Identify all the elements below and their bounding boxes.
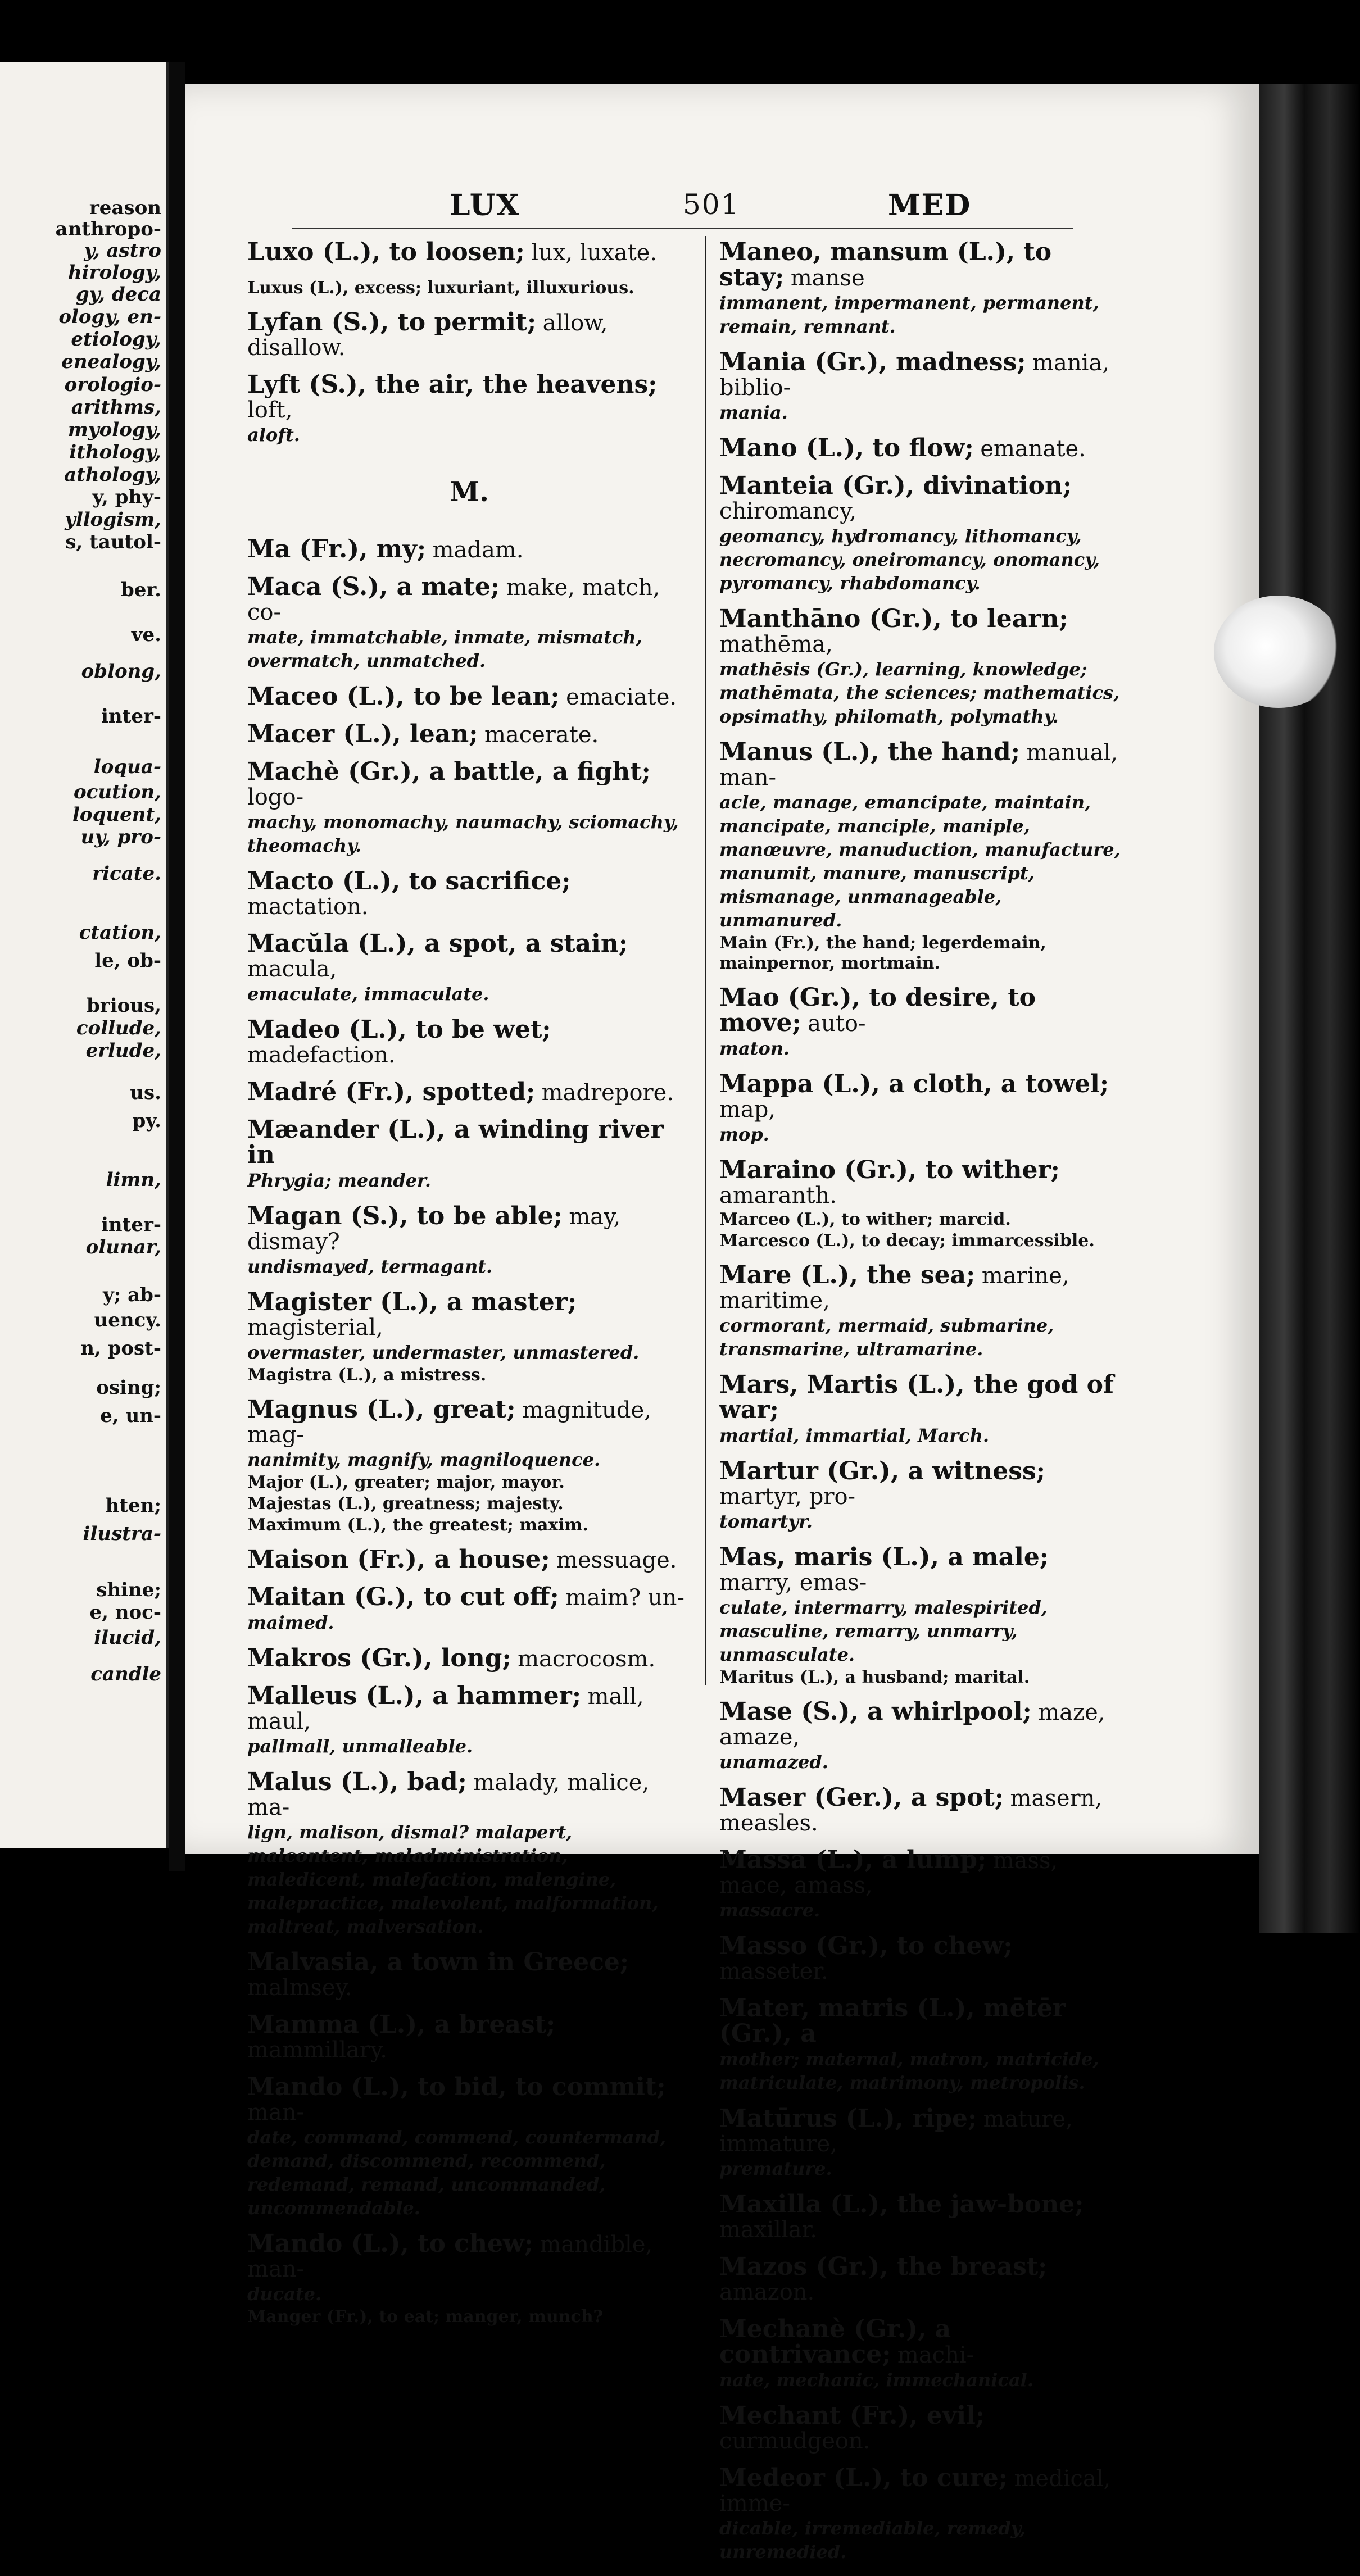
entry-continuation: maton. xyxy=(719,1038,790,1059)
margin-fragment: limn, xyxy=(106,1169,161,1191)
dictionary-entry xyxy=(719,1848,1124,1922)
entry-derivatives: map, xyxy=(719,1097,776,1123)
dictionary-entry xyxy=(247,757,691,857)
entry-derivatives: mass, mace, amass, xyxy=(719,1848,1058,1898)
entry-derivatives: curmudgeon. xyxy=(719,2428,871,2454)
dictionary-entry xyxy=(719,348,1124,424)
margin-fragment: yllogism, xyxy=(65,508,161,531)
entry-derivatives: mania, biblio- xyxy=(719,350,1110,401)
margin-fragment: ber. xyxy=(120,579,161,601)
entry-continuation: machy, monomachy, naumachy, sciomachy, theomachy. xyxy=(247,811,679,856)
entry-headword: Maraino (Gr.), to wither; xyxy=(719,1156,1060,1184)
entry-headword: Madré (Fr.), spotted; xyxy=(247,1078,536,1106)
entry-headword: Mazos (Gr.), the breast; xyxy=(719,2252,1048,2281)
dictionary-entry xyxy=(247,370,691,447)
entry-continuation: unamazed. xyxy=(719,1751,828,1773)
entry-derivatives: maim? un- xyxy=(565,1585,684,1611)
entry-headword: Maneo, mansum (L.), to stay; xyxy=(719,238,1052,292)
entry-continuation: nanimity, magnify, magniloquence. xyxy=(247,1449,601,1470)
entry-derivatives: chiromancy, xyxy=(719,498,857,524)
right-column-entries xyxy=(719,240,1124,2564)
paper-damage-spot xyxy=(1214,596,1343,708)
page-number: 501 xyxy=(683,188,740,221)
entry-headword: Mars, Martis (L.), the god of war; xyxy=(719,1370,1114,1424)
entry-headword: Mamma (L.), a breast; xyxy=(247,2010,556,2039)
running-head-right: MED xyxy=(888,188,972,222)
entry-headword: Maison (Fr.), a house; xyxy=(247,1545,550,1574)
entry-headword: Mappa (L.), a cloth, a towel; xyxy=(719,1070,1109,1098)
margin-fragment: ricate. xyxy=(92,862,161,885)
dictionary-entry xyxy=(719,1457,1124,1533)
entry-derivatives: may, dismay? xyxy=(247,1204,621,1255)
entry-headword: Mando (L.), to bid, to commit; xyxy=(247,2073,666,2101)
entry-headword: Mano (L.), to flow; xyxy=(719,434,974,462)
entry-headword: Maser (Ger.), a spot; xyxy=(719,1783,1004,1812)
entry-headword: Madeo (L.), to be wet; xyxy=(247,1015,551,1044)
entry-derivatives: maxillar. xyxy=(719,2217,818,2243)
entry-continuation: mop. xyxy=(719,1124,769,1145)
entry-derivatives: amazon. xyxy=(719,2279,815,2305)
entry-derivatives: allow, disallow. xyxy=(247,310,608,361)
dictionary-entry xyxy=(719,1697,1124,1774)
margin-fragment: inter- xyxy=(101,705,161,728)
margin-fragment: y, phy- xyxy=(92,486,161,508)
dictionary-entry xyxy=(719,2190,1124,2243)
entry-headword: Lyfan (S.), to permit; xyxy=(247,308,537,337)
entry-continuation: mate, immatchable, inmate, mismatch, overmatch, unmatched. xyxy=(247,626,642,671)
margin-fragment: candle xyxy=(90,1663,161,1685)
dictionary-entry xyxy=(247,278,691,298)
margin-fragment: athology, xyxy=(64,464,161,486)
dictionary-entry xyxy=(719,240,1124,338)
entry-derivatives: madam. xyxy=(432,537,524,563)
entry-continuation: maimed. xyxy=(247,1612,334,1633)
entry-subentry: Maritus (L.), a husband; marital. xyxy=(719,1668,1030,1687)
entry-derivatives: logo- xyxy=(247,784,304,810)
entry-subentry: Marceo (L.), to wither; marcid. xyxy=(719,1210,1011,1229)
entry-headword: Mase (S.), a whirlpool; xyxy=(719,1697,1032,1726)
margin-fragment: orologio- xyxy=(64,374,161,396)
dictionary-entry xyxy=(247,1545,691,1574)
column-divider xyxy=(705,236,706,1685)
dictionary-entry xyxy=(719,1370,1124,1447)
dictionary-entry xyxy=(247,535,691,564)
margin-fragment: e, un- xyxy=(100,1405,161,1427)
facing-page-fragment xyxy=(0,62,169,1848)
margin-fragment: py. xyxy=(132,1110,161,1132)
entry-derivatives: messuage. xyxy=(556,1547,677,1573)
margin-fragment: hirology, xyxy=(68,261,161,284)
entry-headword: Malvasia, a town in Greece; xyxy=(247,1948,629,1977)
letter-heading: M. xyxy=(450,476,489,508)
dictionary-entry xyxy=(719,1543,1124,1688)
dictionary-entry xyxy=(719,1158,1124,1251)
dictionary-entry xyxy=(247,1115,691,1192)
entry-headword: Mechant (Fr.), evil; xyxy=(719,2401,985,2430)
entry-continuation: immanent, impermanent, permanent, remain, remnant. xyxy=(719,292,1099,337)
entry-headword: Malus (L.), bad; xyxy=(247,1768,467,1796)
margin-fragment: uy, pro- xyxy=(80,826,161,848)
entry-headword: Manthāno (Gr.), to learn; xyxy=(719,605,1068,633)
entry-subentry: Major (L.), greater; major, mayor. xyxy=(247,1473,565,1492)
entry-continuation: mother; maternal, matron, matricide, matriculate, matrimony, metropolis. xyxy=(719,2048,1099,2093)
entry-subentry: Main (Fr.), the hand; legerdemain, mainpernor, mortmain. xyxy=(719,933,1046,973)
dictionary-entry xyxy=(719,1994,1124,2095)
dictionary-entry xyxy=(719,2315,1124,2392)
entry-headword: Machè (Gr.), a battle, a fight; xyxy=(247,757,651,786)
entry-derivatives: marine, maritime, xyxy=(719,1263,1069,1314)
entry-continuation: undismayed, termagant. xyxy=(247,1256,493,1277)
entry-derivatives: masseter. xyxy=(719,1959,828,1984)
margin-fragment: reason xyxy=(89,197,161,219)
entry-continuation: ducate. xyxy=(247,2283,322,2305)
entry-headword: Macŭla (L.), a spot, a stain; xyxy=(247,929,628,958)
entry-headword: Mare (L.), the sea; xyxy=(719,1261,976,1289)
entry-continuation: overmaster, undermaster, unmastered. xyxy=(247,1342,640,1363)
margin-fragment: anthropo- xyxy=(55,218,161,240)
dictionary-entry xyxy=(247,1585,691,1634)
dictionary-entry xyxy=(247,308,691,361)
dictionary-entry xyxy=(719,740,1124,974)
margin-fragment: inter- xyxy=(101,1214,161,1236)
entry-subentry: Magistra (L.), a mistress. xyxy=(247,1365,487,1385)
entry-continuation: culate, intermarry, malespirited, masculine, remarry, unmarry, unmasculate. xyxy=(719,1597,1048,1665)
dictionary-entry xyxy=(247,1770,691,1938)
margin-fragment: y, astro xyxy=(84,239,161,262)
entry-headword: Massa (L.), a lump; xyxy=(719,1846,987,1874)
entry-continuation: dicable, irremediable, remedy, unremedied. xyxy=(719,2518,1026,2563)
entry-headword: Masso (Gr.), to chew; xyxy=(719,1932,1013,1960)
entry-headword: Ma (Fr.), my; xyxy=(247,535,427,564)
margin-fragment: uency. xyxy=(94,1309,161,1332)
dictionary-entry xyxy=(247,1684,691,1758)
margin-fragment: le, ob- xyxy=(94,949,161,972)
entry-derivatives: make, match, co- xyxy=(247,575,660,625)
book-edge xyxy=(1259,84,1360,1933)
entry-continuation: cormorant, mermaid, submarine, transmarine, ultramarine. xyxy=(719,1315,1054,1360)
dictionary-entry xyxy=(247,1288,691,1385)
margin-fragment: collude, xyxy=(76,1017,161,1039)
entry-headword: Maitan (G.), to cut off; xyxy=(247,1583,559,1611)
entry-continuation: acle, manage, emancipate, maintain, mancipate, manciple, maniple, manœuvre, manuduction, manufacture, manumit, manure, manuscript, mismanage, unmanageable, unmanured. xyxy=(719,792,1121,931)
margin-fragment: etiology, xyxy=(71,328,161,351)
entry-headword: Mæander (L.), a winding river in xyxy=(247,1115,664,1169)
entry-derivatives: malmsey. xyxy=(247,1975,352,2001)
entry-derivatives: macrocosm. xyxy=(518,1646,656,1672)
margin-fragment: erlude, xyxy=(85,1039,161,1062)
dictionary-entry xyxy=(719,2252,1124,2305)
entry-headword: Matūrus (L.), ripe; xyxy=(719,2104,977,2133)
margin-fragment: brious, xyxy=(87,994,161,1017)
dictionary-entry xyxy=(247,240,691,266)
entry-derivatives: manse xyxy=(790,265,865,291)
dictionary-entry xyxy=(719,1783,1124,1836)
entry-derivatives: emaciate. xyxy=(566,684,677,710)
entry-headword: Manus (L.), the hand; xyxy=(719,738,1020,766)
margin-fragment: ilustra- xyxy=(83,1523,161,1545)
entry-continuation: mania. xyxy=(719,402,788,423)
margin-fragment: ctation, xyxy=(79,921,161,944)
entry-headword: Magnus (L.), great; xyxy=(247,1395,516,1424)
margin-fragment: y; ab- xyxy=(102,1284,161,1306)
entry-continuation: tomartyr. xyxy=(719,1511,813,1532)
entry-derivatives: macula, xyxy=(247,956,337,982)
margin-fragment: shine; xyxy=(96,1579,161,1601)
entry-headword: Maceo (L.), to be lean; xyxy=(247,682,560,711)
dictionary-entry xyxy=(247,1202,691,1278)
entry-headword: Martur (Gr.), a witness; xyxy=(719,1457,1046,1485)
entry-continuation: lign, malison, dismal? malapert, malcontent, maladministration, maledicent, malefaction, malengine, malepractice, malevolent, malformation, maltreat, malversation. xyxy=(247,1821,659,1937)
entry-headword: Lyft (S.), the air, the heavens; xyxy=(247,370,658,399)
dictionary-entry xyxy=(719,607,1124,728)
entry-headword: Magan (S.), to be able; xyxy=(247,1202,563,1230)
entry-derivatives: man- xyxy=(247,2100,305,2125)
entry-continuation: pallmall, unmalleable. xyxy=(247,1735,473,1757)
entry-continuation: premature. xyxy=(719,2158,832,2179)
entry-derivatives: martyr, pro- xyxy=(719,1484,856,1510)
margin-fragment: enealogy, xyxy=(61,351,161,373)
margin-fragment: olunar, xyxy=(85,1236,161,1259)
margin-fragment: osing; xyxy=(96,1376,161,1399)
entry-derivatives: emanate. xyxy=(980,436,1086,462)
margin-fragment: ology, en- xyxy=(58,306,161,328)
dictionary-entry xyxy=(719,983,1124,1060)
running-head-left: LUX xyxy=(450,188,520,222)
entry-derivatives: mature, immature, xyxy=(719,2106,1073,2157)
right-column xyxy=(719,240,1124,2576)
entry-derivatives: magisterial, xyxy=(247,1315,383,1341)
entry-derivatives: lux, luxate. xyxy=(531,240,658,266)
left-column xyxy=(247,240,691,2339)
entry-subentry: Luxus (L.), excess; luxuriant, illuxurious. xyxy=(247,278,634,298)
scan-border-top xyxy=(0,0,1360,73)
entry-continuation: geomancy, hydromancy, lithomancy, necromancy, oneiromancy, onomancy, pyromancy, rhabdomancy. xyxy=(719,525,1100,594)
entry-headword: Macto (L.), to sacrifice; xyxy=(247,867,571,896)
entry-subentry: Marcesco (L.), to decay; immarcessible. xyxy=(719,1231,1095,1251)
dictionary-entry xyxy=(247,575,691,673)
margin-fragment: n, post- xyxy=(80,1337,161,1360)
margin-fragment: myology, xyxy=(67,419,161,441)
entry-derivatives: manual, man- xyxy=(719,740,1118,790)
dictionary-entry xyxy=(719,1070,1124,1146)
entry-headword: Macer (L.), lean; xyxy=(247,720,478,748)
margin-fragment: s, tautol- xyxy=(65,531,161,553)
entry-derivatives: madefaction. xyxy=(247,1042,396,1068)
entry-derivatives: maze, amaze, xyxy=(719,1700,1105,1750)
entry-headword: Mechanè (Gr.), a contrivance; xyxy=(719,2315,951,2369)
entry-subentry: Maximum (L.), the greatest; maxim. xyxy=(247,1515,588,1535)
entry-headword: Manteia (Gr.), divination; xyxy=(719,471,1072,500)
entry-continuation: Phrygia; meander. xyxy=(247,1170,432,1191)
entry-headword: Maca (S.), a mate; xyxy=(247,573,500,601)
entry-derivatives: auto- xyxy=(808,1011,866,1037)
entry-derivatives: mactation. xyxy=(247,894,369,920)
dictionary-entry xyxy=(247,929,691,1006)
entry-derivatives: medical, imme- xyxy=(719,2466,1111,2516)
margin-fragment: loquent, xyxy=(72,803,161,826)
entry-headword: Medeor (L.), to cure; xyxy=(719,2464,1008,2492)
dictionary-entry xyxy=(719,434,1124,462)
entry-headword: Maxilla (L.), the jaw-bone; xyxy=(719,2190,1084,2219)
entry-continuation: martial, immartial, March. xyxy=(719,1425,990,1446)
entry-continuation: aloft. xyxy=(247,424,300,446)
header-rule xyxy=(292,228,1073,229)
entry-headword: Mao (Gr.), to desire, to move; xyxy=(719,983,1036,1037)
entry-derivatives: machi- xyxy=(897,2342,974,2368)
entry-derivatives: loft, xyxy=(247,397,293,423)
dictionary-entry xyxy=(247,2229,691,2327)
entry-derivatives: mathēma, xyxy=(719,631,833,657)
entry-headword: Luxo (L.), to loosen; xyxy=(247,238,525,266)
entry-derivatives: madrepore. xyxy=(541,1080,674,1106)
entry-derivatives: masern, measles. xyxy=(719,1786,1103,1836)
margin-fragment: us. xyxy=(130,1082,161,1104)
entry-continuation: nate, mechanic, immechanical. xyxy=(719,2369,1033,2391)
entry-headword: Malleus (L.), a hammer; xyxy=(247,1682,582,1710)
margin-fragment: ve. xyxy=(131,624,161,646)
margin-fragment: ocution, xyxy=(74,781,161,803)
entry-continuation: mathēsis (Gr.), learning, knowledge; mathēmata, the sciences; mathematics, opsimathy, philomath, polymathy. xyxy=(719,658,1120,727)
dictionary-entry xyxy=(719,1261,1124,1361)
dictionary-entry xyxy=(247,2075,691,2220)
margin-fragment: gy, deca xyxy=(75,283,161,306)
entry-subentry: Majestas (L.), greatness; majesty. xyxy=(247,1494,564,1514)
entry-headword: Mas, maris (L.), a male; xyxy=(719,1543,1049,1571)
entry-headword: Mater, matris (L.), mētēr (Gr.), a xyxy=(719,1994,1066,2048)
entry-headword: Makros (Gr.), long; xyxy=(247,1644,511,1673)
dictionary-entry xyxy=(247,682,691,711)
left-column-top-entries xyxy=(247,240,691,447)
book-gutter xyxy=(169,62,185,1871)
dictionary-entry xyxy=(247,1948,691,2001)
entry-headword: Magister (L.), a master; xyxy=(247,1288,577,1316)
entry-headword: Mania (Gr.), madness; xyxy=(719,348,1026,376)
entry-derivatives: amaranth. xyxy=(719,1183,837,1209)
margin-fragment: oblong, xyxy=(81,660,161,683)
entry-subentry: Manger (Fr.), to eat; manger, munch? xyxy=(247,2307,604,2327)
entry-derivatives: magnitude, mag- xyxy=(247,1397,651,1448)
entry-continuation: massacre. xyxy=(719,1900,820,1921)
entry-derivatives: macerate. xyxy=(484,722,599,748)
dictionary-entry xyxy=(719,1934,1124,1984)
margin-fragment: e, noc- xyxy=(89,1601,161,1624)
margin-fragment: arithms, xyxy=(71,396,161,419)
margin-fragment: hten; xyxy=(105,1494,161,1517)
margin-fragment: loqua- xyxy=(93,756,161,778)
left-column-entries xyxy=(247,535,691,2327)
margin-fragment: ithology, xyxy=(69,441,161,464)
dictionary-entry xyxy=(247,1644,691,1673)
dictionary-entry xyxy=(719,2104,1124,2180)
entry-continuation: date, command, commend, countermand, demand, discommend, recommend, redemand, remand, uncommanded, uncommendable. xyxy=(247,2127,667,2219)
entry-headword: Mando (L.), to chew; xyxy=(247,2229,534,2258)
dictionary-entry xyxy=(247,867,691,920)
dictionary-entry xyxy=(247,1015,691,1068)
dictionary-entry xyxy=(719,471,1124,595)
entry-continuation: emaculate, immaculate. xyxy=(247,983,489,1005)
entry-derivatives: malady, malice, ma- xyxy=(247,1770,650,1820)
entry-derivatives: mandible, man- xyxy=(247,2232,653,2282)
entry-derivatives: mall, maul, xyxy=(247,1684,644,1734)
dictionary-entry xyxy=(719,2466,1124,2564)
dictionary-entry xyxy=(247,720,691,748)
dictionary-entry xyxy=(719,2401,1124,2454)
dictionary-entry xyxy=(247,1395,691,1535)
entry-derivatives: mammillary. xyxy=(247,2037,387,2063)
entry-derivatives: marry, emas- xyxy=(719,1570,867,1596)
margin-fragment: ilucid, xyxy=(94,1627,161,1649)
dictionary-entry xyxy=(247,2010,691,2063)
dictionary-entry xyxy=(247,1080,691,1106)
